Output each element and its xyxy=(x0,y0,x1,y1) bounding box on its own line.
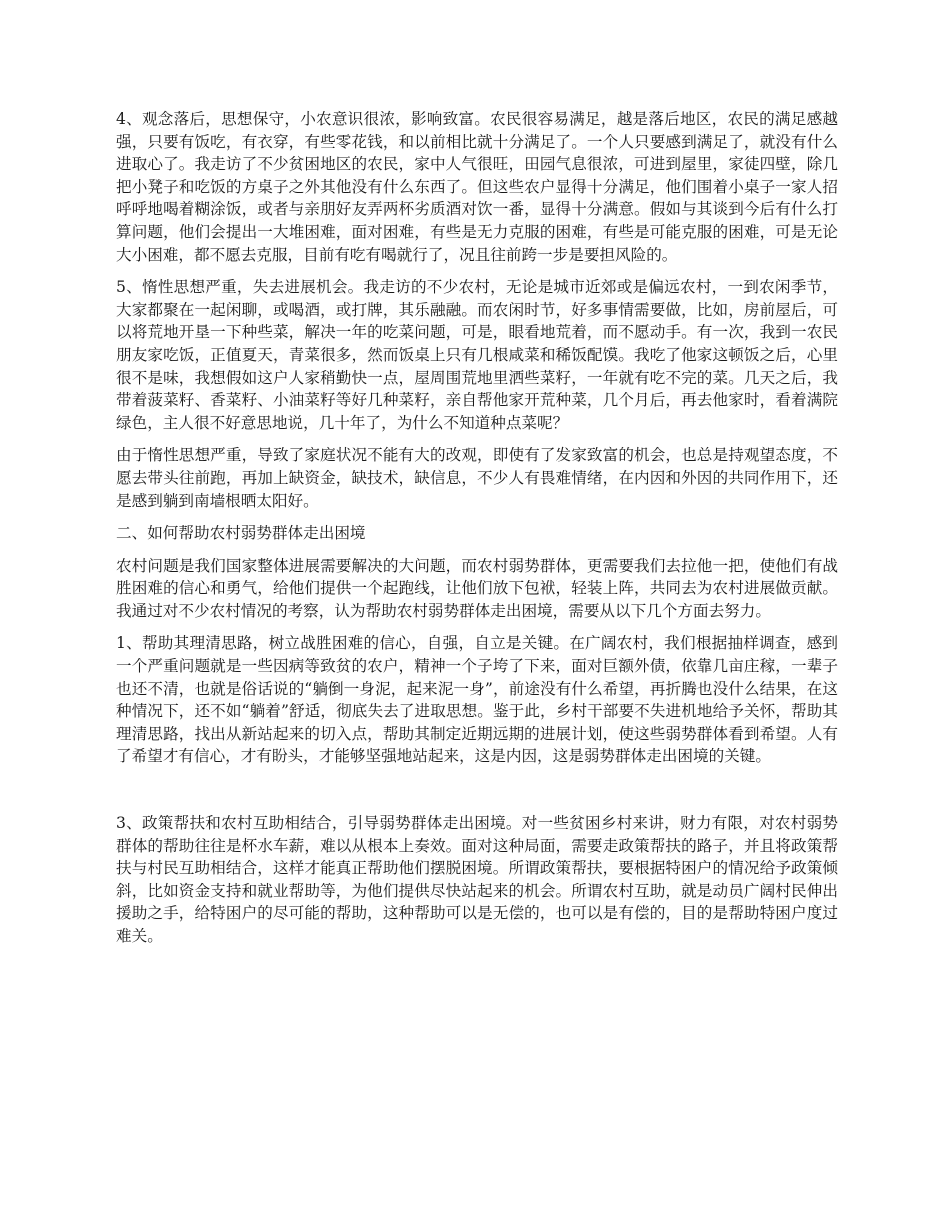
section-heading-2: 二、如何帮助农村弱势群体走出困境 xyxy=(116,524,366,543)
paragraph-section-intro: 农村问题是我们国家整体进展需要解决的大问题，而农村弱势群体，更需要我们去拉他一把，使他们有战胜困难的信心和勇气，给他们提供一个起跑线，让他们放下包袱，轻装上阵，共同去为农村进展做贡献。我通过对不少农村情况的考察，认为帮助农村弱势群体走出困境，需要从以下几个方面去努力。 xyxy=(116,556,838,620)
paragraph-measure-1: 1、帮助其理清思路，树立战胜困难的信心，自强，自立是关键。在广阔农村，我们根据抽样调查，感到一个严重问题就是一些因病等致贫的农户，精神一个子垮了下来，面对巨额外债，依靠几亩庄稼，一辈子也还不清，也就是俗话说的“躺倒一身泥，起来泥一身”，前途没有什么希望，再折腾也没什么结果，在这种情况下，还不如“躺着”舒适，彻底失去了进取思想。鉴于此，乡村干部要不失进机地给予关怀，帮助其理清思路，找出从新站起来的切入点，帮助其制定近期远期的进展计划，使这些弱势群体看到希望。人有了希望才有信心，才有盼头，才能够坚强地站起来，这是内因，这是弱势群体走出困境的关键。 xyxy=(116,634,838,766)
paragraph-measure-3: 3、政策帮扶和农村互助相结合，引导弱势群体走出困境。对一些贫困乡村来讲，财力有限，对农村弱势群体的帮助往往是杯水车薪，难以从根本上奏效。面对这种局面，需要走政策帮扶的路子，并且将政策帮扶与村民互助相结合，这样才能真正帮助他们摆脱困境。所谓政策帮扶，要根据特困户的情况给予政策倾斜，比如资金支持和就业帮助等，为他们提供尽快站起来的机会。所谓农村互助，就是动员广阔村民伸出援助之手，给特困户的尽可能的帮助，这种帮助可以是无偿的，也可以是有偿的，目的是帮助特困户度过难关。 xyxy=(116,814,838,945)
paragraph-point-4: 4、观念落后，思想保守，小农意识很浓，影响致富。农民很容易满足，越是落后地区，农民的满足感越强，只要有饭吃，有衣穿，有些零花钱，和以前相比就十分满足了。一个人只要感到满足了，就没有什么进取心了。我走访了不少贫困地区的农民，家中人气很旺，田园气息很浓，可进到屋里，家徒四壁，除几把小凳子和吃饭的方桌子之外其他没有什么东西了。但这些农户显得十分满足，他们围着小桌子一家人招呼呼地喝着糊涂饭，或者与亲朋好友弄两杯劣质酒对饮一番，显得十分满意。假如与其谈到今后有什么打算问题，他们会提出一大堆困难，面对困难，有些是无力克服的困难，有些是可能克服的困难，可是无论大小困难，都不愿去克服，目前有吃有喝就行了，况且往前跨一步是要担风险的。 xyxy=(116,110,838,264)
document-page xyxy=(116,108,838,958)
paragraph-inertia-summary: 由于惰性思想严重，导致了家庭状况不能有大的改观，即使有了发家致富的机会，也总是持观望态度，不愿去带头往前跑，再加上缺资金，缺技术，缺信息，不少人有畏难情绪，在内因和外因的共同作用下，还是感到躺到南墙根晒太阳好。 xyxy=(116,446,838,510)
paragraph-point-5: 5、惰性思想严重，失去进展机会。我走访的不少农村，无论是城市近郊或是偏远农村，一到农闲季节，大家都聚在一起闲聊，或喝酒，或打牌，其乐融融。而农闲时节，好多事情需要做，比如，房前屋后，可以将荒地开垦一下种些菜，解决一年的吃菜问题，可是，眼看地荒着，而不愿动手。有一次，我到一农民朋友家吃饭，正值夏天，青菜很多，然而饭桌上只有几根咸菜和稀饭配馍。我吃了他家这顿饭之后，心里很不是味，我想假如这户人家稍勤快一点，屋周围荒地里洒些菜籽，一年就有吃不完的菜。几天之后，我带着菠菜籽、香菜籽、小油菜籽等好几种菜籽，亲自帮他家开荒种菜，几个月后，再去他家时，看着满院绿色，主人很不好意思地说，几十年了，为什么不知道种点菜呢？ xyxy=(116,278,838,432)
